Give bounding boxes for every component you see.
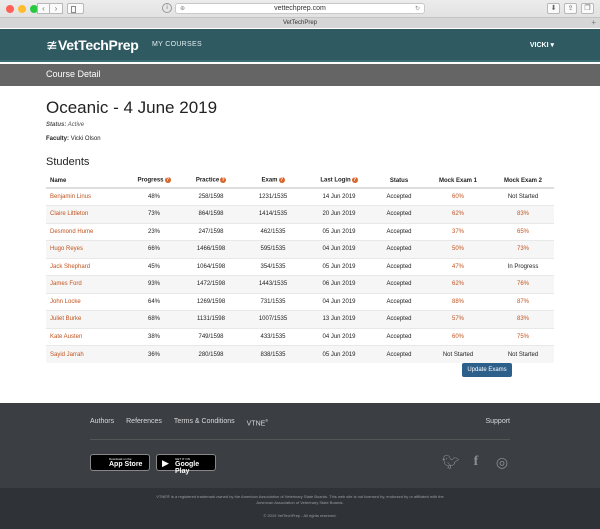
faculty-label: Faculty:: [46, 136, 70, 142]
footer-link-support[interactable]: Support: [485, 418, 510, 425]
mock-exam-2-cell[interactable]: 73%: [492, 241, 554, 259]
status-cell: Accepted: [374, 241, 424, 259]
last-login-cell: 04 Jun 2019: [304, 328, 374, 346]
practice-cell: 864/1598: [180, 206, 242, 224]
mock-exam-1-cell[interactable]: 60%: [424, 328, 492, 346]
page-header-bar: [0, 64, 600, 86]
last-login-cell: 04 Jun 2019: [304, 293, 374, 311]
mock-exam-2-cell[interactable]: 65%: [492, 223, 554, 241]
sidebar-toggle-icon[interactable]: [67, 3, 84, 14]
google-play-icon: ▶: [162, 458, 169, 468]
table-row: [46, 258, 554, 276]
practice-cell: 280/1598: [180, 346, 242, 364]
tab-bar: [0, 17, 600, 28]
help-icon[interactable]: ?: [221, 177, 225, 184]
progress-cell: 48%: [128, 188, 180, 206]
footer-divider: [90, 439, 510, 440]
mock-exam-2-cell: In Progress: [492, 258, 554, 276]
mock-exam-2-cell[interactable]: 75%: [492, 328, 554, 346]
status-cell: Accepted: [374, 188, 424, 206]
brand-logo[interactable]: [46, 37, 138, 53]
mock-exam-1-cell[interactable]: 88%: [424, 293, 492, 311]
student-name[interactable]: Sayid Jarrah: [46, 346, 128, 364]
mock-exam-2-cell[interactable]: 87%: [492, 293, 554, 311]
privacy-report-icon[interactable]: i: [162, 3, 172, 13]
progress-cell: 66%: [128, 241, 180, 259]
exam-cell: 1414/1535: [242, 206, 304, 224]
mock-exam-2-cell[interactable]: 83%: [492, 311, 554, 329]
status-cell: Accepted: [374, 328, 424, 346]
student-name[interactable]: Claire Littleton: [46, 206, 128, 224]
close-window-icon[interactable]: [6, 5, 14, 13]
mock-exam-1-cell[interactable]: 57%: [424, 311, 492, 329]
last-login-cell: 06 Jun 2019: [304, 276, 374, 294]
practice-cell: 749/1598: [180, 328, 242, 346]
page-section-title: Course Detail: [46, 69, 101, 79]
exam-cell: 838/1535: [242, 346, 304, 364]
student-name[interactable]: Benjamin Linus: [46, 188, 128, 206]
mock-exam-1-cell[interactable]: 47%: [424, 258, 492, 276]
student-name[interactable]: Hugo Reyes: [46, 241, 128, 259]
exam-cell: 433/1535: [242, 328, 304, 346]
address-url: vettechprep.com: [274, 5, 326, 12]
help-icon[interactable]: ?: [279, 177, 284, 184]
help-icon[interactable]: ?: [353, 177, 357, 184]
status-cell: Accepted: [374, 346, 424, 364]
exam-cell: 731/1535: [242, 293, 304, 311]
student-name[interactable]: Desmond Hume: [46, 223, 128, 241]
table-row: [46, 293, 554, 311]
last-login-cell: 05 Jun 2019: [304, 346, 374, 364]
practice-cell: 1131/1598: [180, 311, 242, 329]
footer-link-terms[interactable]: Terms & Conditions: [173, 418, 235, 425]
progress-cell: 93%: [128, 276, 180, 294]
progress-cell: 68%: [128, 311, 180, 329]
progress-cell: 23%: [128, 223, 180, 241]
mock-exam-1-cell: Not Started: [424, 346, 492, 364]
mock-exam-1-cell[interactable]: 50%: [424, 241, 492, 259]
exam-cell: 1007/1535: [242, 311, 304, 329]
exam-cell: 595/1535: [242, 241, 304, 259]
student-name[interactable]: Juliet Burke: [46, 311, 128, 329]
user-menu[interactable]: VICKI ▾: [529, 42, 554, 49]
logo-icon: [46, 38, 57, 52]
mock-exam-1-cell[interactable]: 62%: [424, 206, 492, 224]
column-header-progress[interactable]: Progress ?: [128, 174, 180, 188]
forward-button[interactable]: ›: [50, 3, 63, 14]
last-login-cell: 13 Jun 2019: [304, 311, 374, 329]
table-row: [46, 311, 554, 329]
student-name[interactable]: Jack Shephard: [46, 258, 128, 276]
google-play-small-text: GET IT ON: [175, 457, 190, 461]
facebook-icon[interactable]: f: [473, 454, 479, 469]
table-header-row: [46, 174, 554, 188]
address-bar[interactable]: [175, 3, 425, 14]
status-value: Active: [67, 122, 85, 128]
app-store-badge[interactable]: [90, 454, 150, 471]
brand-name: VetTechPrep: [58, 37, 139, 53]
mock-exam-2-cell[interactable]: 83%: [492, 206, 554, 224]
reader-icon[interactable]: ⊕: [180, 6, 186, 12]
practice-cell: 1472/1598: [180, 276, 242, 294]
last-login-cell: 05 Jun 2019: [304, 223, 374, 241]
app-store-big-text: App Store: [109, 461, 143, 468]
practice-cell: 1269/1598: [180, 293, 242, 311]
course-status: [46, 122, 84, 128]
student-name[interactable]: James Ford: [46, 276, 128, 294]
table-row: [46, 328, 554, 346]
status-cell: Accepted: [374, 293, 424, 311]
status-cell: Accepted: [374, 276, 424, 294]
column-header-mock-exam-2[interactable]: Mock Exam 2: [492, 174, 554, 188]
download-icon[interactable]: ⬇: [547, 3, 560, 14]
table-row: [46, 223, 554, 241]
progress-cell: 36%: [128, 346, 180, 364]
tab-title[interactable]: VetTechPrep: [282, 20, 318, 26]
footer-link-authors[interactable]: Authors: [90, 418, 115, 425]
mock-exam-1-cell[interactable]: 60%: [424, 188, 492, 206]
practice-cell: 1466/1598: [180, 241, 242, 259]
mock-exam-2-cell: Not Started: [492, 346, 554, 364]
progress-cell: 73%: [128, 206, 180, 224]
twitter-icon[interactable]: 🐦︎: [442, 454, 460, 470]
share-icon[interactable]: ⇪: [564, 3, 577, 14]
nav-my-courses[interactable]: MY COURSES: [152, 41, 202, 48]
student-name[interactable]: John Locke: [46, 293, 128, 311]
course-title: Oceanic - 4 June 2019: [46, 98, 218, 117]
exam-cell: 1231/1535: [242, 188, 304, 206]
students-table: [46, 174, 554, 363]
window-controls: [6, 5, 38, 13]
column-header-status[interactable]: Status: [374, 174, 424, 188]
site-footer: [0, 403, 600, 488]
exam-cell: 1443/1535: [242, 276, 304, 294]
mock-exam-1-cell[interactable]: 62%: [424, 276, 492, 294]
status-label: Status:: [46, 122, 67, 128]
last-login-cell: 20 Jun 2019: [304, 206, 374, 224]
table-row: [46, 346, 554, 364]
table-row: [46, 276, 554, 294]
column-header-name[interactable]: Name: [46, 174, 128, 188]
help-icon[interactable]: ?: [165, 177, 170, 184]
table-row: [46, 188, 554, 206]
footer-links: [90, 418, 268, 427]
last-login-cell: 05 Jun 2019: [304, 258, 374, 276]
mock-exam-1-cell[interactable]: 37%: [424, 223, 492, 241]
site-header: [0, 29, 600, 62]
column-header-last-login[interactable]: Last Login ?: [304, 174, 374, 188]
column-header-practice[interactable]: Practice ?: [180, 174, 242, 188]
footer-link-vtne[interactable]: VTNE®: [246, 418, 269, 428]
status-cell: Accepted: [374, 206, 424, 224]
app-store-small-text: Download on the: [109, 457, 132, 461]
students-heading: Students: [46, 156, 90, 168]
google-play-badge[interactable]: [156, 454, 216, 475]
tabs-icon[interactable]: ❐: [581, 3, 594, 14]
copyright-notice: © 2019 VetTechPrep - All rights reserved.: [263, 513, 337, 518]
reload-icon[interactable]: ↻: [414, 6, 420, 12]
trademark-notice: VTNE® is a registered trademark owned by the American Association of Veterinary State Boards. This web site is not licensed by, endorsed by or affiliated with the American Association of Veterinary State Boards.: [156, 494, 444, 505]
progress-cell: 64%: [128, 293, 180, 311]
progress-cell: 45%: [128, 258, 180, 276]
course-faculty: [46, 136, 101, 142]
student-name[interactable]: Kate Austen: [46, 328, 128, 346]
google-play-big-text: Google Play: [175, 461, 200, 475]
social-links: [442, 454, 510, 471]
practice-cell: 247/1598: [180, 223, 242, 241]
browser-toolbar: [0, 0, 600, 28]
last-login-cell: 14 Jun 2019: [304, 188, 374, 206]
footer-link-references[interactable]: References: [126, 418, 162, 425]
new-tab-icon[interactable]: +: [591, 18, 596, 27]
column-header-mock-exam-1[interactable]: Mock Exam 1: [424, 174, 492, 188]
status-cell: Accepted: [374, 223, 424, 241]
status-cell: Accepted: [374, 258, 424, 276]
legal-footer: [0, 488, 600, 529]
back-button[interactable]: ‹: [37, 3, 50, 14]
practice-cell: 1064/1598: [180, 258, 242, 276]
instagram-icon[interactable]: ◎: [495, 454, 509, 470]
progress-cell: 38%: [128, 328, 180, 346]
minimize-window-icon[interactable]: [18, 5, 26, 13]
faculty-value: Vicki Olson: [70, 136, 101, 142]
column-header-exam[interactable]: Exam ?: [242, 174, 304, 188]
update-exams-button[interactable]: Update Exams: [462, 363, 512, 377]
status-cell: Accepted: [374, 311, 424, 329]
exam-cell: 462/1535: [242, 223, 304, 241]
table-row: [46, 206, 554, 224]
table-row: [46, 241, 554, 259]
mock-exam-2-cell[interactable]: 76%: [492, 276, 554, 294]
mock-exam-2-cell: Not Started: [492, 188, 554, 206]
last-login-cell: 04 Jun 2019: [304, 241, 374, 259]
practice-cell: 258/1598: [180, 188, 242, 206]
exam-cell: 354/1535: [242, 258, 304, 276]
